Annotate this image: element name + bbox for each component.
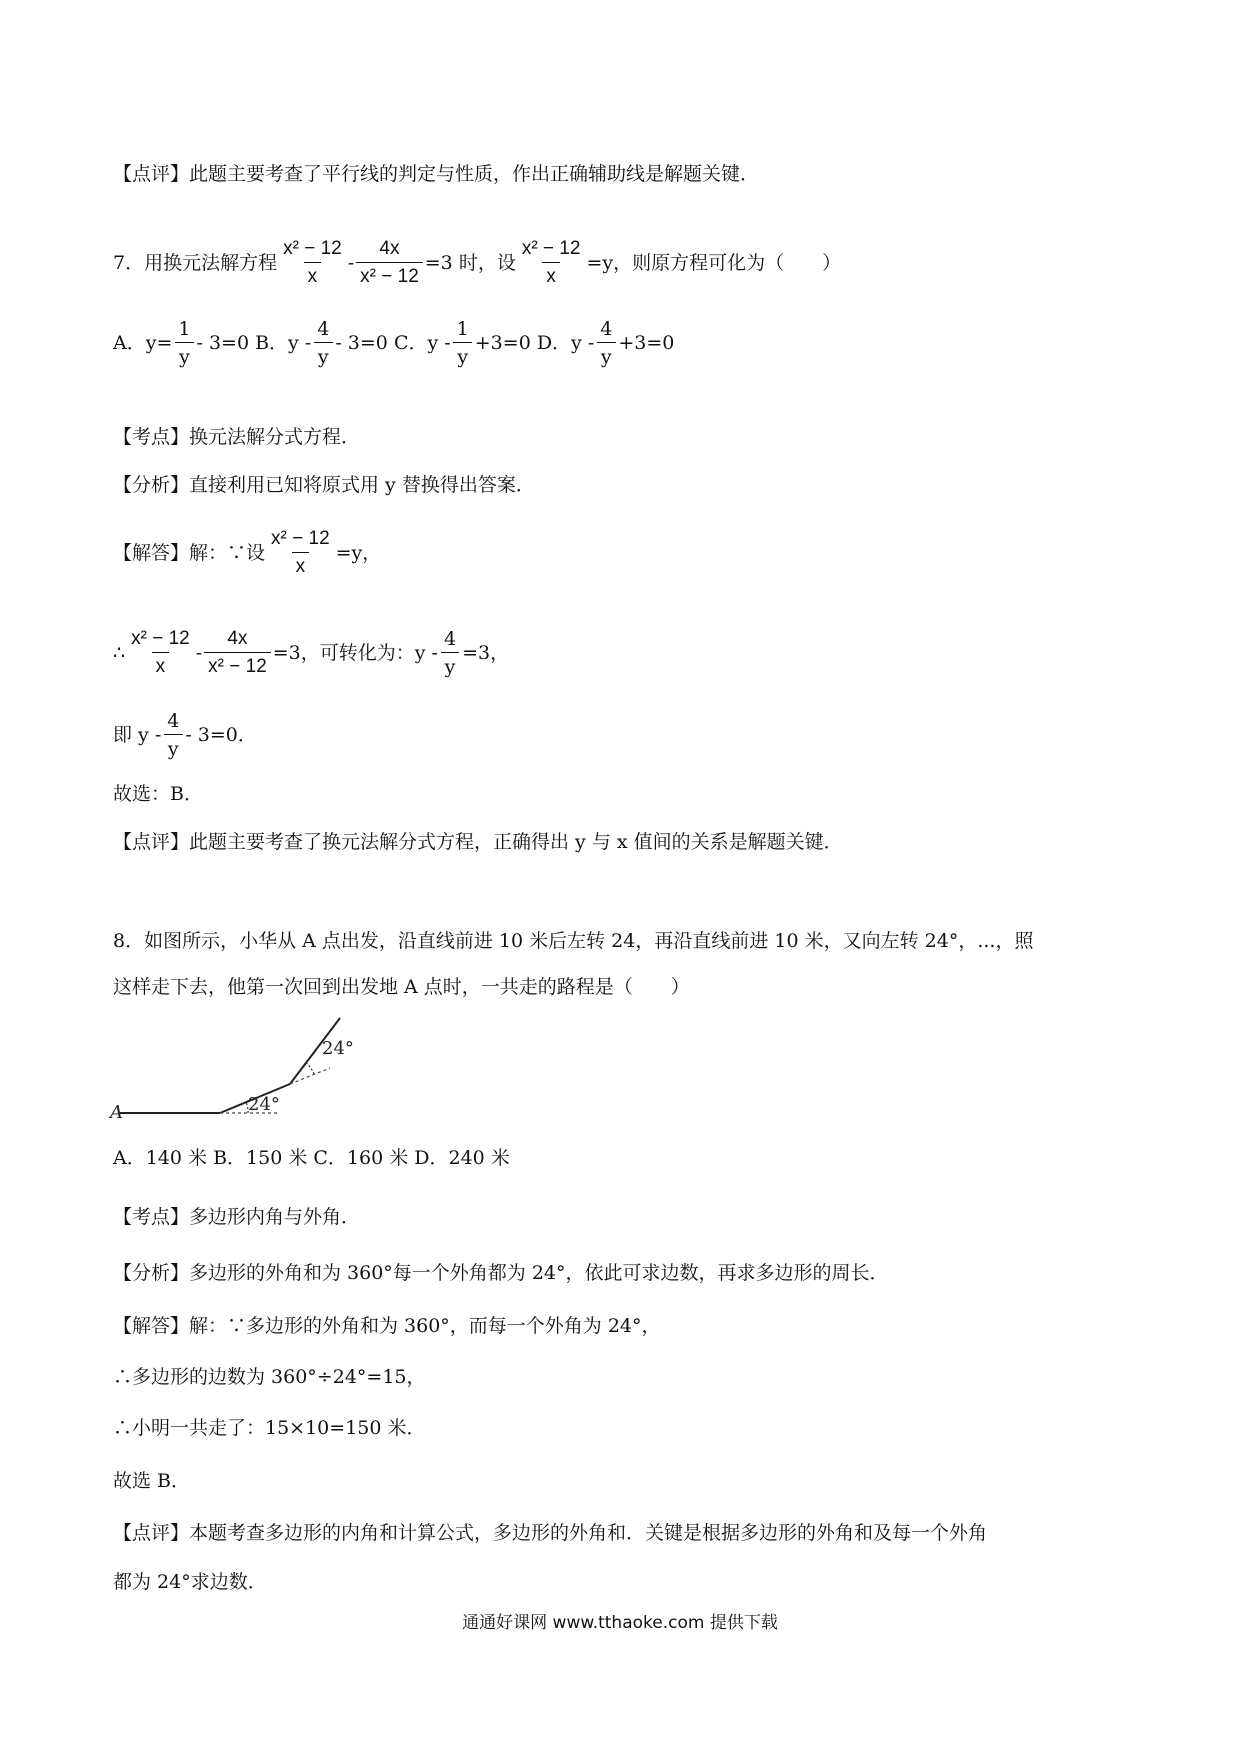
q8-stem-line-1: 8．如图所示，小华从 A 点出发，沿直线前进 10 米后左转 24，再沿直线前进 10 米，又向左转 24°，...，照 <box>113 930 1034 952</box>
q7-so-fraction-1 <box>127 628 194 678</box>
q7-jieda-num: x² − 12 <box>271 528 330 549</box>
q7-f1-numerator: x² − 12 <box>283 238 342 259</box>
q7-options <box>113 318 674 368</box>
q7-opt-d-fraction <box>596 318 616 368</box>
q7-f3-numerator: x² − 12 <box>521 238 581 259</box>
q8-options: A．140 米 B．150 米 C．160 米 D．240 米 <box>113 1147 510 1169</box>
q8-stem-line-2: 这样走下去，他第一次回到出发地 A 点时，一共走的路程是（ ） <box>113 976 690 998</box>
review-q6: 【点评】此题主要考查了平行线的判定与性质，作出正确辅助线是解题关键． <box>113 163 760 185</box>
q8-kaodian: 【考点】多边形内角与外角． <box>113 1206 361 1228</box>
q7-kaodian: 【考点】换元法解分式方程． <box>113 426 361 448</box>
q8-path-figure <box>108 1012 368 1124</box>
q7-so-f2-den: x² − 12 <box>204 652 271 678</box>
q7-jieda-den: x <box>292 552 310 578</box>
q7-stem-pre: 7．用换元法解方程 <box>113 252 278 274</box>
q7-ji-post: - 3=0． <box>185 724 257 746</box>
q7-opt-b-den: y <box>314 342 333 368</box>
q7-so-post: =3， <box>462 642 510 664</box>
q7-fenxi: 【分析】直接利用已知将原式用 y 替换得出答案． <box>113 474 535 496</box>
q8-choose: 故选 B． <box>113 1470 191 1492</box>
q7-opt-c-post: +3=0 D．y - <box>474 332 595 354</box>
q7-so-fraction-3 <box>440 628 460 678</box>
q7-opt-b-post: - 3=0 C．y - <box>335 332 451 354</box>
q7-ji-fraction <box>163 710 183 760</box>
q7-so-f2-num: 4x <box>227 628 248 649</box>
figure-angle-label-1: 24° <box>248 1094 280 1115</box>
q7-so-minus: - <box>195 642 203 664</box>
q8-fenxi: 【分析】多边形的外角和为 360°每一个外角都为 24°，依此可求边数，再求多边形的周长． <box>113 1262 889 1284</box>
q7-so-f1-den: x <box>152 652 170 678</box>
q7-ji-num: 4 <box>167 710 180 732</box>
q7-so-fraction-2 <box>204 628 271 678</box>
q7-f3-denominator: x <box>542 262 560 288</box>
figure-label-a: A <box>110 1102 123 1123</box>
figure-angle-label-2: 24° <box>322 1038 354 1059</box>
q7-jieda-post: =y， <box>335 542 382 564</box>
q7-ji <box>113 710 257 760</box>
q7-f2-denominator: x² − 12 <box>356 262 423 288</box>
q7-minus: - <box>347 252 355 274</box>
q7-fraction-2 <box>356 238 423 288</box>
q7-so-f1-num: x² − 12 <box>131 628 190 649</box>
q7-jieda <box>113 528 381 578</box>
q7-opt-c-den: y <box>453 342 472 368</box>
q7-opt-d-num: 4 <box>600 318 613 340</box>
q7-ji-den: y <box>164 734 183 760</box>
q7-opt-a-post: - 3=0 B．y - <box>196 332 312 354</box>
q7-fraction-1 <box>279 238 346 288</box>
q7-so-f3-den: y <box>441 652 460 678</box>
q7-opt-a-pre: A．y= <box>113 332 173 354</box>
q8-review-line-2: 都为 24°求边数． <box>113 1571 267 1593</box>
q7-f1-denominator: x <box>304 262 322 288</box>
q7-opt-c-fraction <box>453 318 473 368</box>
q7-review: 【点评】此题主要考查了换元法解分式方程，正确得出 y 与 x 值间的关系是解题关键． <box>113 831 843 853</box>
q7-opt-a-fraction <box>174 318 194 368</box>
q7-ji-pre: 即 y - <box>113 724 162 746</box>
q8-step-2: ∴小明一共走了：15×10=150 米． <box>113 1417 426 1439</box>
q7-therefore <box>113 628 509 678</box>
q7-opt-a-num: 1 <box>178 318 191 340</box>
q7-f2-numerator: 4x <box>379 238 400 259</box>
q7-opt-b-num: 4 <box>317 318 330 340</box>
q7-stem <box>113 238 841 288</box>
q8-review-line-1: 【点评】本题考查多边形的内角和计算公式，多边形的外角和．关键是根据多边形的外角和及每一个外角 <box>113 1522 988 1544</box>
q7-opt-c-num: 1 <box>456 318 469 340</box>
therefore-sign: ∴ <box>113 642 126 664</box>
q7-stem-mid: =3 时，设 <box>424 252 516 274</box>
q7-so-f3-num: 4 <box>443 628 457 650</box>
q8-jieda: 【解答】解：∵多边形的外角和为 360°，而每一个外角为 24°， <box>113 1315 661 1337</box>
q7-fraction-3 <box>518 238 585 288</box>
q7-jieda-fraction <box>267 528 334 578</box>
q7-so-mid: =3，可转化为：y - <box>272 642 438 664</box>
q7-opt-d-den: y <box>597 342 616 368</box>
figure-angle-arc-2 <box>306 1063 314 1074</box>
q7-stem-post: =y，则原方程可化为（ ） <box>586 252 842 274</box>
q7-choose: 故选：B． <box>113 783 203 805</box>
q7-opt-b-fraction <box>313 318 333 368</box>
q8-step-1: ∴多边形的边数为 360°÷24°=15， <box>113 1366 426 1388</box>
q7-opt-a-den: y <box>175 342 194 368</box>
q7-jieda-pre: 【解答】解：∵设 <box>113 542 266 564</box>
q7-opt-d-post: +3=0 <box>618 332 675 354</box>
page-footer: 通通好课网 www.tthaoke.com 提供下载 <box>462 1613 778 1633</box>
